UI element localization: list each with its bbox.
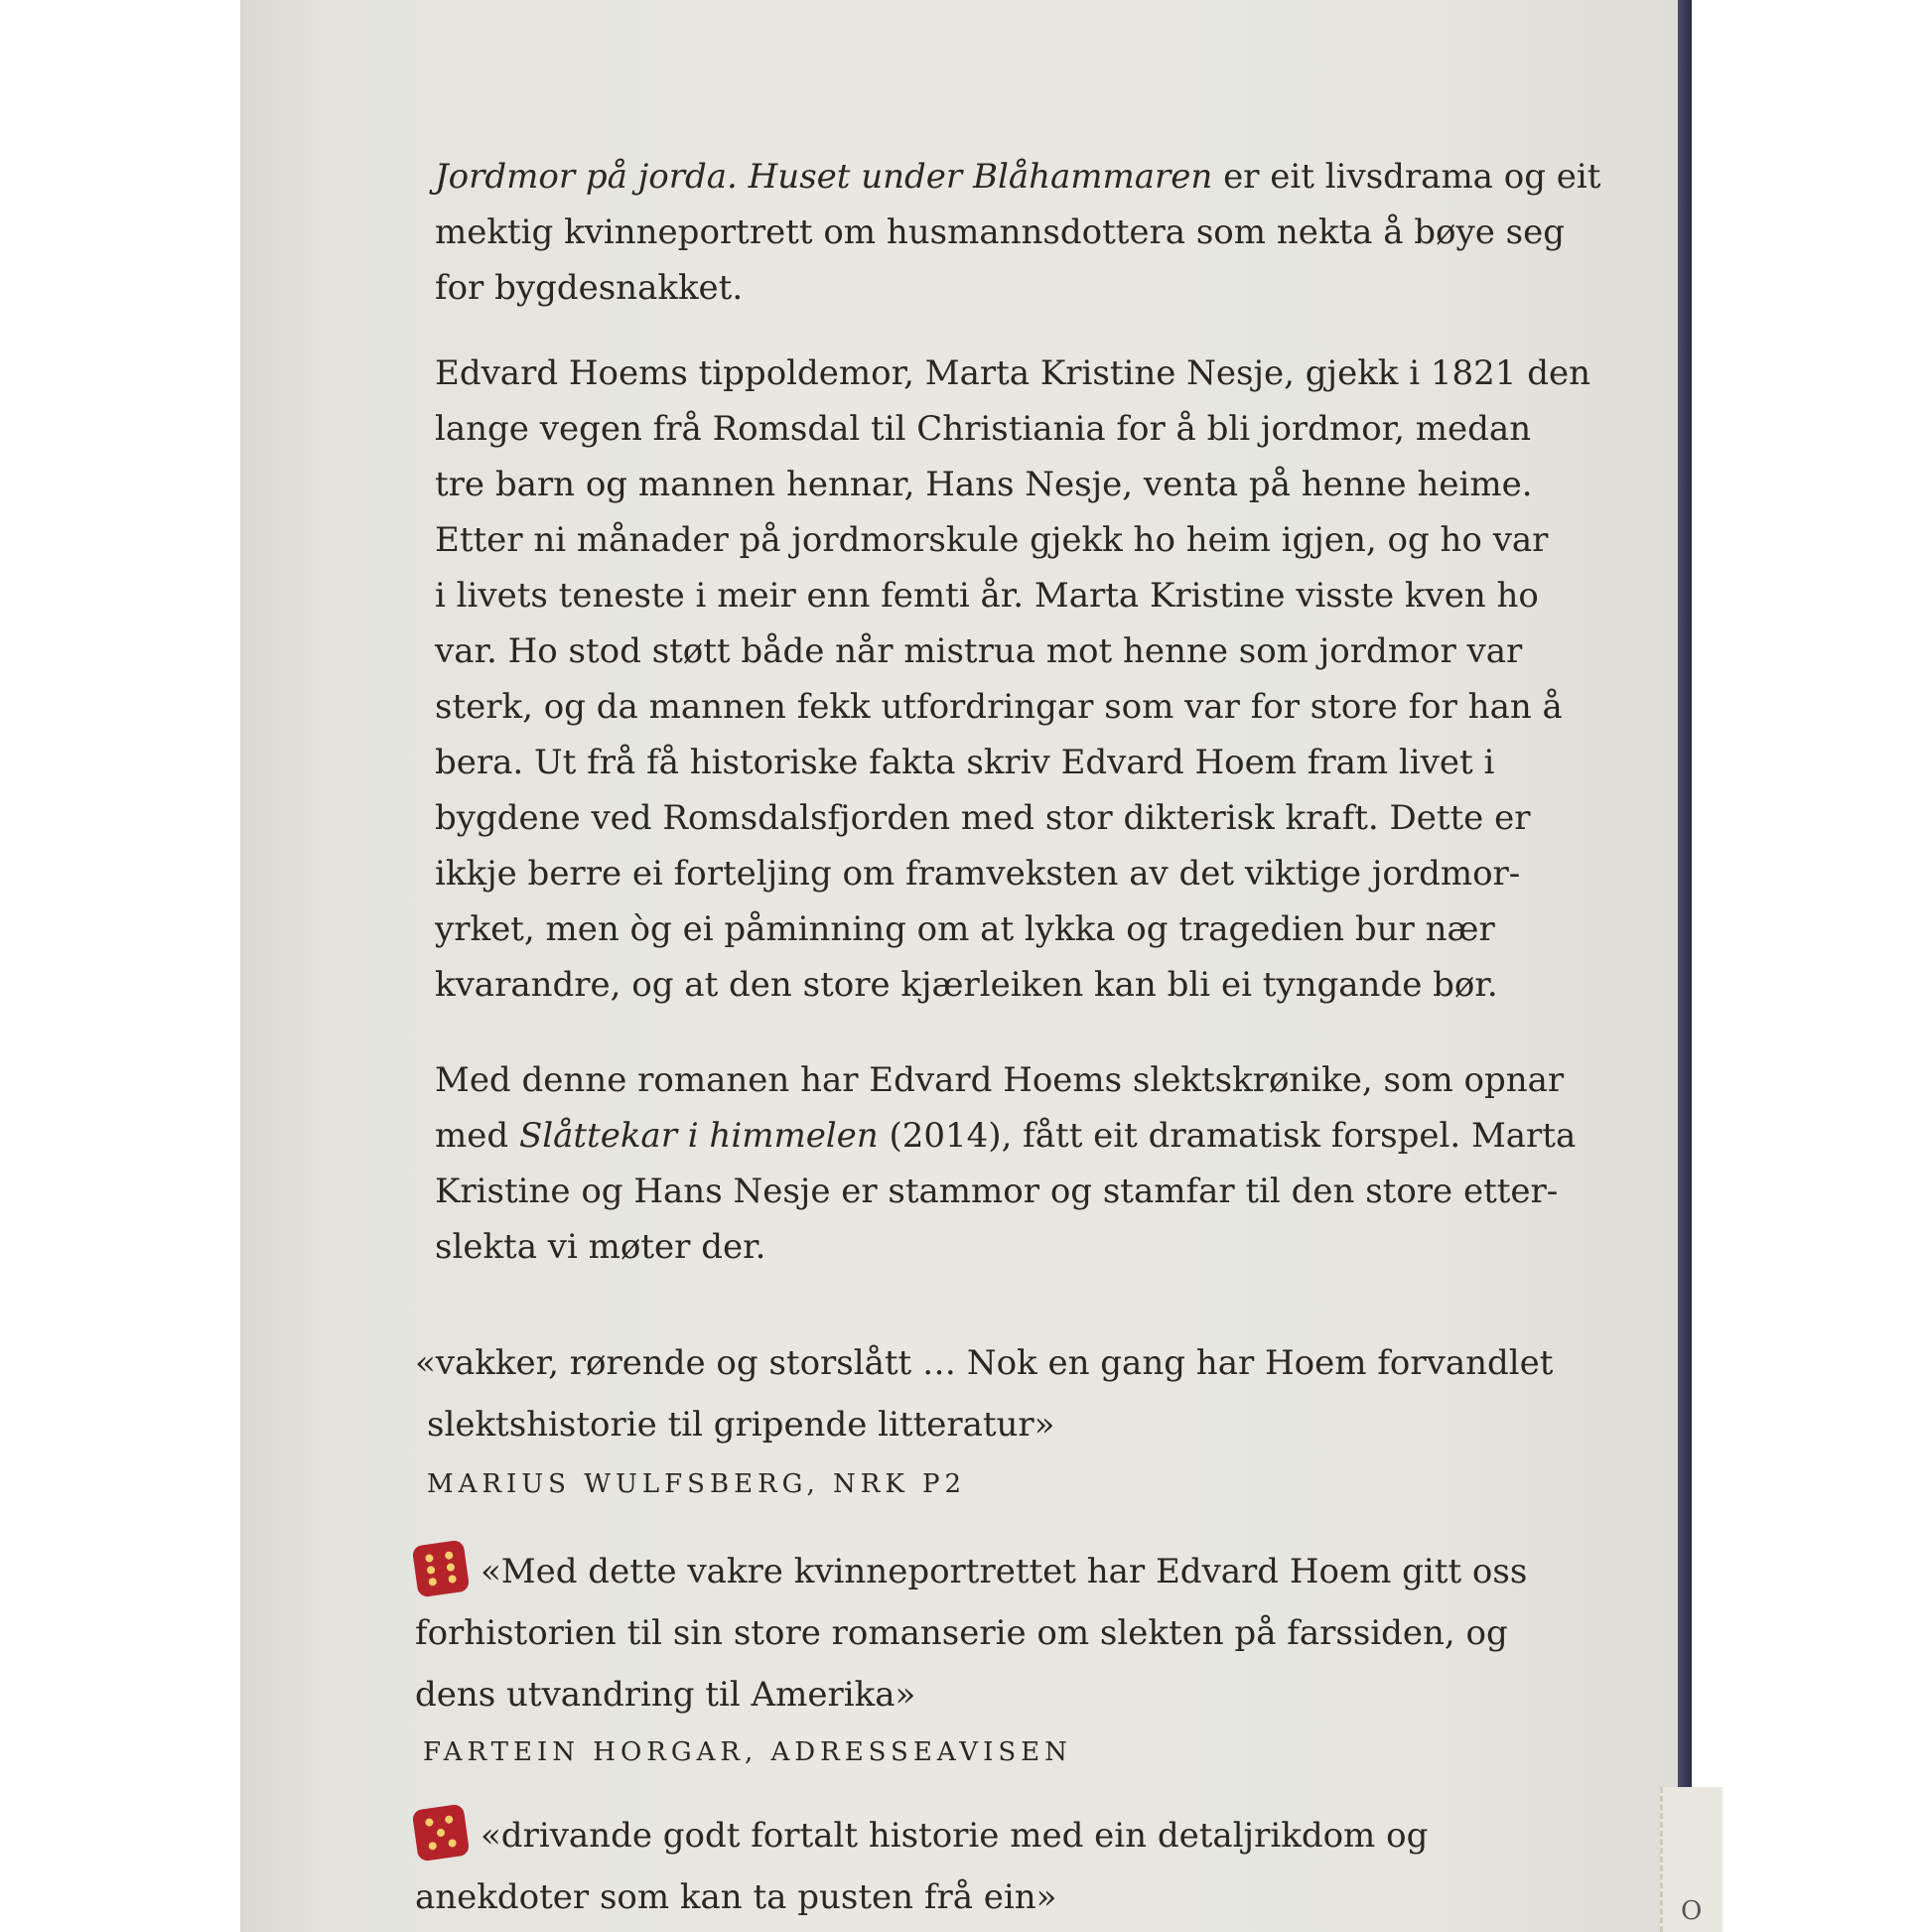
story-line: tre barn og mannen hennar, Hans Nesje, venta på henne heime. [435, 465, 1533, 504]
award-seal [1660, 1787, 1723, 1932]
cover-edge [1678, 0, 1692, 1847]
review-source-1: MARIUS WULFSBERG, NRK P2 [427, 1469, 967, 1499]
story-line: lange vegen frå Romsdal til Christiania for å bli jordmor, medan [435, 409, 1532, 449]
quote-line: slektshistorie til gripende litteratur» [427, 1405, 1055, 1445]
review-quote-3 [415, 1805, 1519, 1928]
dice-five-icon [412, 1804, 471, 1863]
quote-line: anekdoter som kan ta pusten frå ein» [415, 1877, 1057, 1917]
story-paragraph [435, 345, 1591, 1013]
intro-line-2: mektig kvinneportrett om husmannsdottera som nekta å bøye seg [435, 212, 1565, 252]
story-line: i livets teneste i meir enn femti år. Marta Kristine visste kven ho [435, 576, 1539, 616]
story-line: kvarandre, og at den store kjærleiken kan bli ei tyngande bør. [435, 965, 1498, 1005]
series-line-3: Kristine og Hans Nesje er stammor og stamfar til den store etter- [435, 1172, 1559, 1211]
review-source-2: FARTEIN HORGAR, ADRESSEAVISEN [423, 1737, 1072, 1767]
story-line: Etter ni månader på jordmorskule gjekk ho heim igjen, og ho var [435, 520, 1549, 560]
intro-paragraph [435, 149, 1601, 316]
story-line: bera. Ut frå få historiske fakta skriv Edvard Hoem fram livet i [435, 743, 1495, 782]
series-line-2: med Slåttekar i himmelen (2014), fått eit dramatisk forspel. Marta [435, 1116, 1577, 1156]
story-line: ikkje berre ei forteljing om framveksten av det viktige jordmor- [435, 854, 1521, 894]
review-quote-2 [415, 1541, 1528, 1725]
story-line: sterk, og da mannen fekk utfordringar som var for store for han å [435, 687, 1563, 727]
quote-line: «drivande godt fortalt historie med ein detaljrikdom og [415, 1805, 1519, 1866]
quote-line: «vakker, rørende og storslått … Nok en gang har Hoem forvandlet [415, 1343, 1554, 1383]
story-line: bygdene ved Romsdalsfjorden med stor dikterisk kraft. Dette er [435, 798, 1531, 838]
series-line-1: Med denne romanen har Edvard Hoems slektskrønike, som opnar [435, 1060, 1565, 1100]
series-paragraph [435, 1052, 1577, 1275]
quote-line: dens utvandring til Amerika» [415, 1675, 916, 1715]
book-title: Jordmor på jorda. Huset under Blåhammaren [435, 157, 1213, 197]
review-quote-1 [415, 1332, 1554, 1455]
intro-line-3: for bygdesnakket. [435, 268, 744, 308]
story-line: yrket, men òg ei påminning om at lykka og tragedien bur nær [435, 909, 1495, 949]
quote-line: «Med dette vakre kvinneportrettet har Edvard Hoem gitt oss [415, 1541, 1519, 1602]
series-book-title: Slåttekar i himmelen [518, 1116, 879, 1156]
quote-line: forhistorien til sin store romanserie om slekten på farssiden, og [415, 1613, 1508, 1653]
background-margin [1692, 0, 1932, 1932]
story-line: var. Ho stod støtt både når mistrua mot henne som jordmor var [435, 631, 1523, 671]
dice-six-icon [412, 1540, 471, 1598]
intro-line-1: Jordmor på jorda. Huset under Blåhammaren er eit livsdrama og eit [435, 157, 1601, 197]
story-line: Edvard Hoems tippoldemor, Marta Kristine Nesje, gjekk i 1821 den [435, 353, 1591, 393]
series-line-4: slekta vi møter der. [435, 1227, 766, 1267]
seal-text: O [1681, 1896, 1703, 1926]
